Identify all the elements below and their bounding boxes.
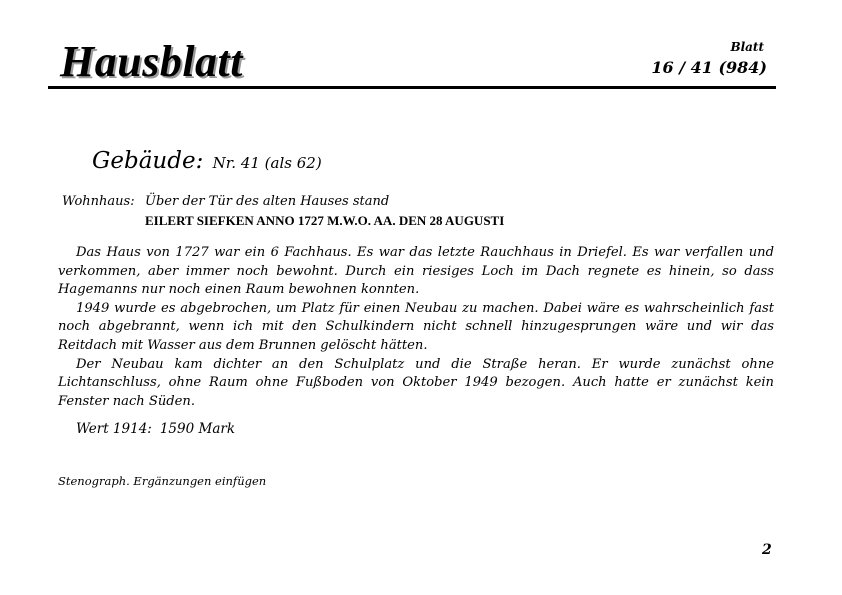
value-label: Wert 1914:: [76, 421, 152, 437]
value-amount: 1590 Mark: [159, 421, 235, 437]
paragraph: Der Neubau kam dichter an den Schulplatz und die Straße heran. Er wurde zunächst ohne Lichtanschluss, ohne Raum ohne Fußboden von Oktober 1949 bezogen. Auch hatte er zunächst kein Fenster nach Süden.: [58, 356, 774, 409]
wohnhaus-label: Wohnhaus:: [62, 194, 135, 209]
sheet-label: Blatt: [730, 40, 764, 54]
value-line: [76, 421, 235, 437]
page-number: 2: [762, 542, 772, 558]
building-heading: [92, 148, 322, 174]
wohnhaus-note: Über der Tür des alten Hauses stand: [145, 194, 390, 209]
building-label: Gebäude:: [92, 148, 204, 174]
header-divider: [48, 86, 776, 89]
history-text: [58, 244, 774, 411]
door-inscription: EILERT SIEFKEN ANNO 1727 M.W.O. AA. DEN 28 AUGUSTI: [145, 213, 505, 228]
note: Stenograph. Ergänzungen einfügen: [58, 474, 267, 488]
document-title: Hausblatt: [60, 37, 243, 86]
sheet-number: 16 / 41 (984): [651, 58, 767, 77]
building-number: Nr. 41 (als 62): [212, 154, 322, 172]
paragraph: 1949 wurde es abgebrochen, um Platz für einen Neubau zu machen. Dabei wäre es wahrscheinlich fast noch abgebrannt, wenn ich mit den Schulkindern nicht schnell hinzugesprungen wäre und wir das Reitdach mit Wasser aus dem Brunnen gelöscht hätten.: [58, 300, 774, 353]
paragraph: Das Haus von 1727 war ein 6 Fachhaus. Es war das letzte Rauchhaus in Driefel. Es war verfallen und verkommen, aber immer noch bewohnt. Durch ein riesiges Loch im Dach regnete es hinein, so dass Hagemanns nur noch einen Raum bewohnen konnten.: [58, 245, 774, 298]
